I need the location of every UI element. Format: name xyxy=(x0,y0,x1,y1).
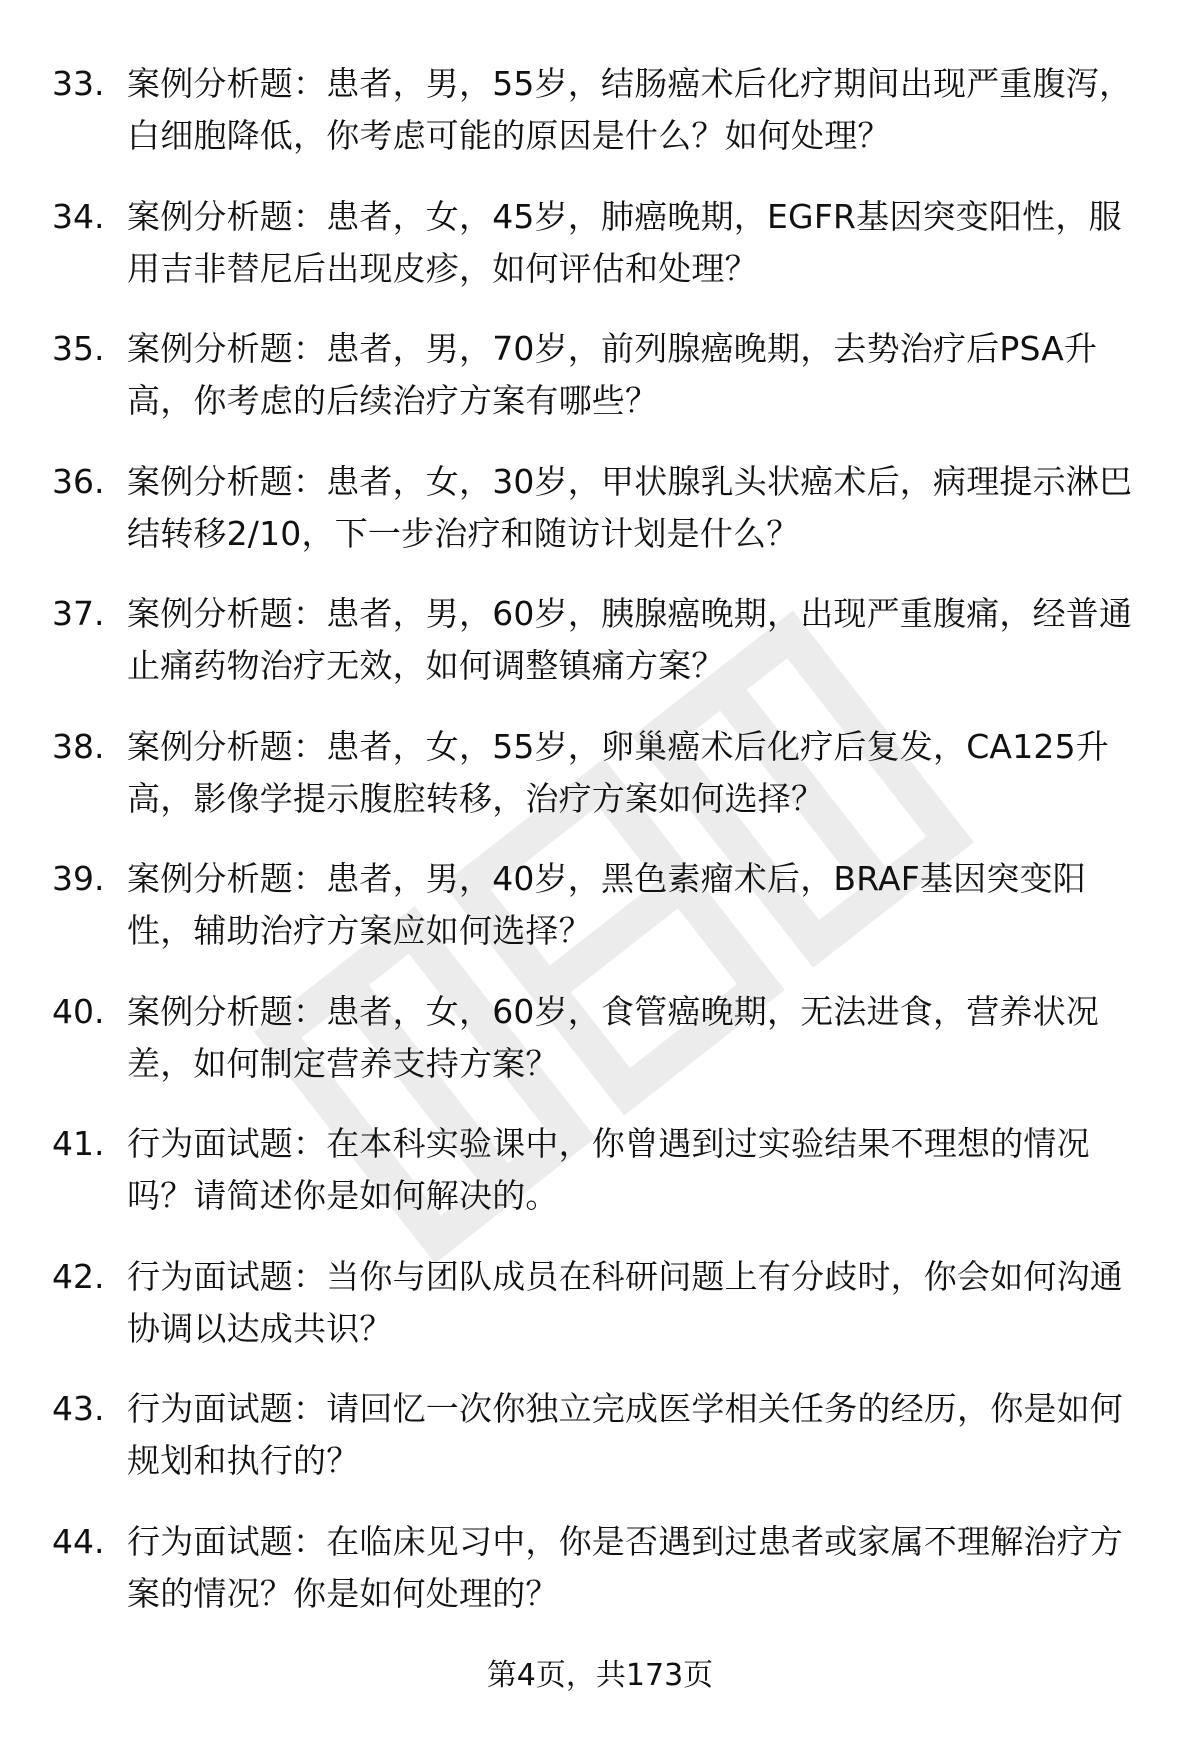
question-item-37 xyxy=(52,588,1152,721)
question-item-34 xyxy=(52,191,1152,324)
question-text: 案例分析题：患者，男，70岁，前列腺癌晚期，去势治疗后PSA升高，你考虑的后续治疗方案有哪些？ xyxy=(127,329,1098,420)
question-item-41 xyxy=(52,1118,1152,1251)
question-number: 39. xyxy=(52,859,105,898)
question-text: 案例分析题：患者，男，55岁，结肠癌术后化疗期间出现严重腹泻，白细胞降低，你考虑可能的原因是什么？如何处理？ xyxy=(127,64,1133,155)
question-text: 案例分析题：患者，男，60岁，胰腺癌晚期，出现严重腹痛，经普通止痛药物治疗无效，如何调整镇痛方案？ xyxy=(127,594,1133,685)
question-number: 34. xyxy=(52,196,105,236)
question-number: 35. xyxy=(52,329,105,368)
question-number: 44. xyxy=(52,1521,105,1561)
question-number: 43. xyxy=(52,1389,105,1428)
question-text: 案例分析题：患者，女，45岁，肺癌晚期，EGFR基因突变阳性，服用吉非替尼后出现皮疹，如何评估和处理？ xyxy=(127,196,1122,288)
question-number: 42. xyxy=(52,1256,105,1296)
question-number: 37. xyxy=(52,594,105,633)
question-item-43 xyxy=(52,1383,1152,1516)
question-text: 行为面试题：在临床见习中，你是否遇到过患者或家属不理解治疗方案的情况？你是如何处理的？ xyxy=(127,1521,1123,1613)
page-footer: 第4页，共173页 xyxy=(486,1658,714,1693)
question-item-38 xyxy=(52,721,1152,854)
question-item-44 xyxy=(52,1516,1152,1649)
question-item-35 xyxy=(52,323,1152,456)
question-number: 40. xyxy=(52,991,105,1031)
question-text: 案例分析题：患者，男，40岁，黑色素瘤术后，BRAF基因突变阳性，辅助治疗方案应如何选择？ xyxy=(127,859,1086,950)
question-number: 33. xyxy=(52,64,105,103)
question-item-36 xyxy=(52,456,1152,589)
question-number: 36. xyxy=(52,461,105,501)
question-text: 案例分析题：患者，女，55岁，卵巢癌术后化疗后复发，CA125升高，影像学提示腹腔转移，治疗方案如何选择？ xyxy=(127,726,1109,818)
question-text: 行为面试题：请回忆一次你独立完成医学相关任务的经历，你是如何规划和执行的？ xyxy=(127,1389,1123,1480)
question-item-40 xyxy=(52,986,1152,1119)
question-list xyxy=(52,58,1152,1648)
question-text: 案例分析题：患者，女，30岁，甲状腺乳头状癌术后，病理提示淋巴结转移2/10，下一步治疗和随访计划是什么？ xyxy=(127,461,1133,553)
question-item-42 xyxy=(52,1251,1152,1384)
question-item-39 xyxy=(52,853,1152,986)
question-number: 38. xyxy=(52,726,105,766)
question-text: 行为面试题：在本科实验课中，你曾遇到过实验结果不理想的情况吗？请简述你是如何解决的。 xyxy=(127,1124,1090,1215)
question-text: 行为面试题：当你与团队成员在科研问题上有分歧时，你会如何沟通协调以达成共识？ xyxy=(127,1256,1123,1348)
question-number: 41. xyxy=(52,1124,105,1163)
question-item-33 xyxy=(52,58,1152,191)
question-text: 案例分析题：患者，女，60岁，食管癌晚期，无法进食，营养状况差，如何制定营养支持方案？ xyxy=(127,991,1099,1083)
